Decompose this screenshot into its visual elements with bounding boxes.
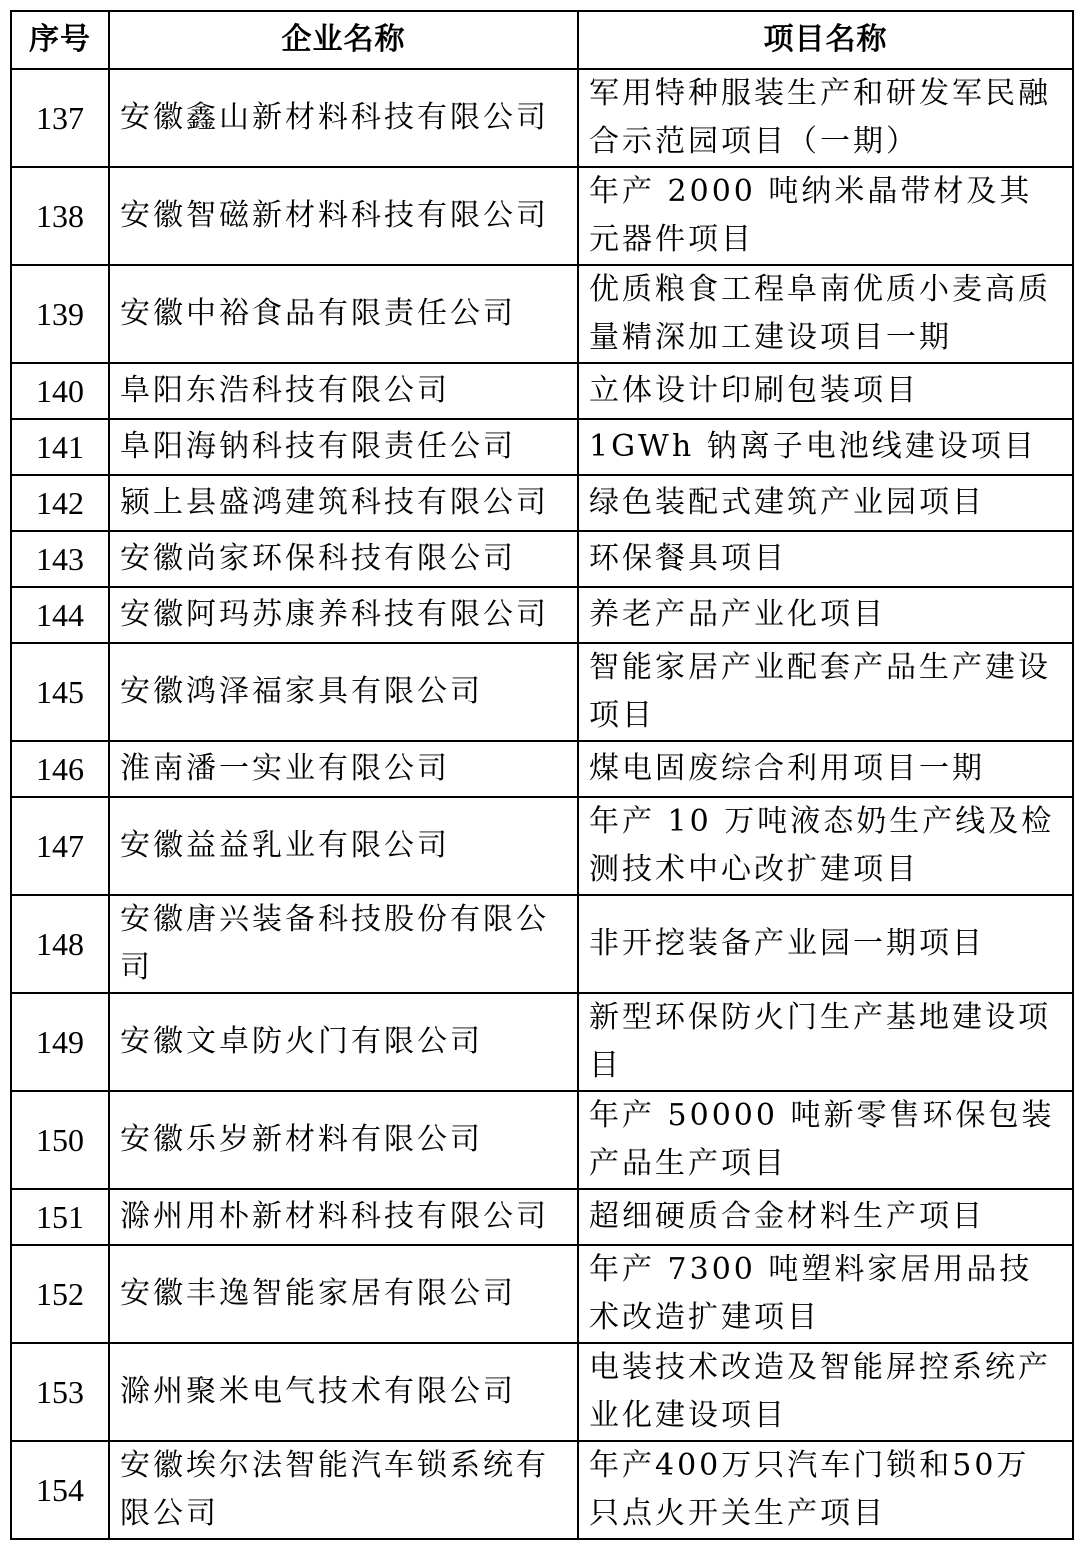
row-serial: 150 [11,1091,109,1189]
row-company: 安徽尚家环保科技有限公司 [109,531,578,587]
row-project: 电装技术改造及智能屏控系统产业化建设项目 [578,1343,1073,1441]
table-row [11,741,1073,797]
row-serial: 154 [11,1441,109,1539]
row-company: 安徽丰逸智能家居有限公司 [109,1245,578,1343]
row-project: 军用特种服装生产和研发军民融合示范园项目（一期） [578,69,1073,167]
row-serial: 149 [11,993,109,1091]
table-row [11,895,1073,993]
header-row [11,11,1073,69]
row-company: 安徽智磁新材料科技有限公司 [109,167,578,265]
row-serial: 146 [11,741,109,797]
row-company: 安徽唐兴装备科技股份有限公司 [109,895,578,993]
table-body [11,69,1073,1539]
table-row [11,1189,1073,1245]
row-serial: 142 [11,475,109,531]
row-company: 安徽中裕食品有限责任公司 [109,265,578,363]
row-project: 年产400万只汽车门锁和50万只点火开关生产项目 [578,1441,1073,1539]
table-row [11,643,1073,741]
row-company: 安徽阿玛苏康养科技有限公司 [109,587,578,643]
row-project: 立体设计印刷包装项目 [578,363,1073,419]
row-company: 安徽埃尔法智能汽车锁系统有限公司 [109,1441,578,1539]
header-project: 项目名称 [578,11,1073,69]
table-row [11,1091,1073,1189]
row-project: 1GWh 钠离子电池线建设项目 [578,419,1073,475]
header-company: 企业名称 [109,11,578,69]
row-serial: 138 [11,167,109,265]
row-company: 安徽益益乳业有限公司 [109,797,578,895]
table-header [11,11,1073,69]
table-row [11,993,1073,1091]
header-serial: 序号 [11,11,109,69]
table-row [11,419,1073,475]
row-serial: 148 [11,895,109,993]
row-company: 安徽鑫山新材料科技有限公司 [109,69,578,167]
table-row [11,167,1073,265]
row-serial: 147 [11,797,109,895]
row-serial: 141 [11,419,109,475]
row-project: 绿色装配式建筑产业园项目 [578,475,1073,531]
row-company: 安徽文卓防火门有限公司 [109,993,578,1091]
row-serial: 145 [11,643,109,741]
table-row [11,1441,1073,1539]
row-company: 滁州聚米电气技术有限公司 [109,1343,578,1441]
table-row [11,69,1073,167]
row-company: 阜阳东浩科技有限公司 [109,363,578,419]
row-project: 年产 7300 吨塑料家居用品技术改造扩建项目 [578,1245,1073,1343]
row-company: 阜阳海钠科技有限责任公司 [109,419,578,475]
project-table [10,10,1074,1540]
table-row [11,265,1073,363]
row-serial: 137 [11,69,109,167]
row-project: 智能家居产业配套产品生产建设项目 [578,643,1073,741]
row-project: 优质粮食工程阜南优质小麦高质量精深加工建设项目一期 [578,265,1073,363]
row-company: 安徽乐岁新材料有限公司 [109,1091,578,1189]
table-row [11,363,1073,419]
row-project: 煤电固废综合利用项目一期 [578,741,1073,797]
row-project: 年产 50000 吨新零售环保包装产品生产项目 [578,1091,1073,1189]
document-page [10,10,1074,1540]
table-row [11,587,1073,643]
row-project: 超细硬质合金材料生产项目 [578,1189,1073,1245]
row-project: 环保餐具项目 [578,531,1073,587]
row-serial: 151 [11,1189,109,1245]
row-project: 年产 10 万吨液态奶生产线及检测技术中心改扩建项目 [578,797,1073,895]
table-row [11,1245,1073,1343]
row-company: 淮南潘一实业有限公司 [109,741,578,797]
table-row [11,1343,1073,1441]
row-serial: 153 [11,1343,109,1441]
table-row [11,797,1073,895]
row-project: 年产 2000 吨纳米晶带材及其元器件项目 [578,167,1073,265]
row-company: 安徽鸿泽福家具有限公司 [109,643,578,741]
table-row [11,475,1073,531]
row-serial: 139 [11,265,109,363]
row-serial: 140 [11,363,109,419]
table-row [11,531,1073,587]
row-project: 新型环保防火门生产基地建设项目 [578,993,1073,1091]
row-project: 非开挖装备产业园一期项目 [578,895,1073,993]
row-project: 养老产品产业化项目 [578,587,1073,643]
row-serial: 143 [11,531,109,587]
row-company: 滁州用朴新材料科技有限公司 [109,1189,578,1245]
row-company: 颍上县盛鸿建筑科技有限公司 [109,475,578,531]
row-serial: 144 [11,587,109,643]
row-serial: 152 [11,1245,109,1343]
